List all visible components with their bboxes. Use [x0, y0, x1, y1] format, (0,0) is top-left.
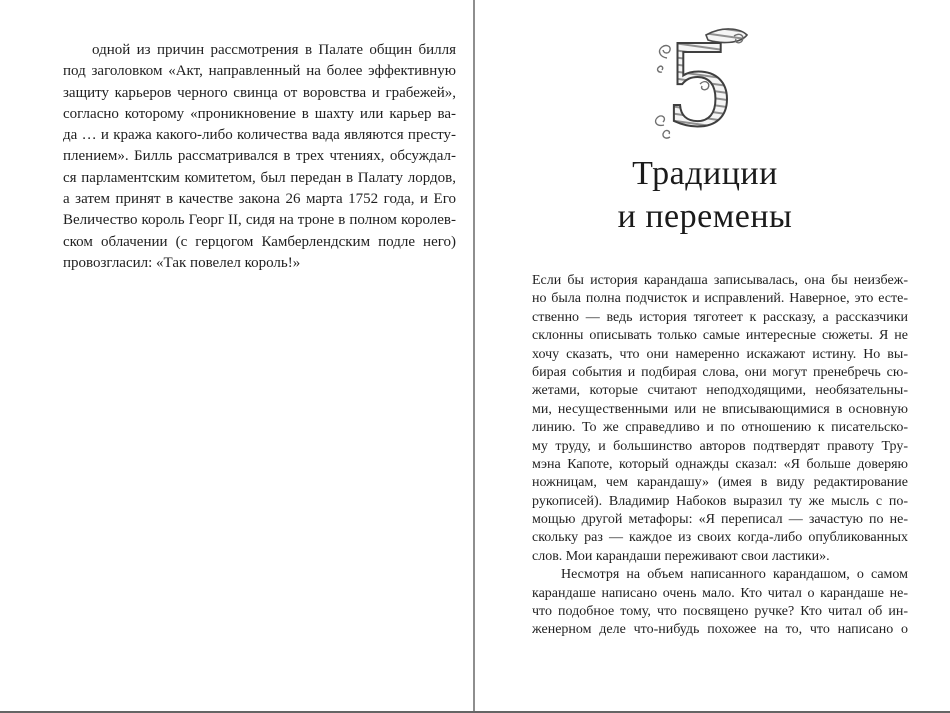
chapter-number-ornament: [650, 22, 754, 148]
text-line: жетами, которые считают неподходящими, необязательны-: [532, 383, 908, 399]
text-line: бирая события и подбирая слова, они могут пренебречь сю-: [532, 364, 908, 380]
paragraph: [63, 40, 456, 274]
chapter-title: [532, 152, 878, 238]
text-line: провозгласил: «Так повелел король!»: [63, 254, 301, 271]
text-line: скольку раз — каждое из своих когда-либо опубликованных: [532, 530, 908, 546]
text-line: карандаше написано очень мало. Кто читал о карандаше не-: [532, 585, 908, 601]
left-page-text: [63, 40, 456, 274]
text-line: да … и кража какого-либо количества вада являются престу-: [63, 127, 456, 144]
text-line: защиту карьеров черного свинца от воровства и грабежей»,: [63, 84, 456, 101]
text-line: одной из причин рассмотрения в Палате общин билля: [92, 42, 456, 58]
sketched-numeral-5-icon: [650, 22, 754, 148]
chapter-title-line-1: Традиции: [632, 155, 778, 192]
text-line: ми, несущественными или не вписывающимися в основную: [532, 401, 908, 417]
text-line: Несмотря на объем написанного карандашом, о самом: [561, 567, 908, 583]
chapter-title-line-2: и перемены: [617, 198, 793, 235]
right-page-text: [532, 272, 908, 640]
right-page: [475, 0, 950, 713]
text-line: ственно — ведь история тяготеет к рассказу, а рассказчики: [532, 309, 908, 325]
text-line: ском облачении (с герцогом Камберлендским подле него): [63, 233, 456, 250]
text-line: хочу сказать, что они намеренно искажают истину. Но вы-: [532, 346, 908, 362]
paragraph: [532, 566, 908, 640]
text-line: что подобное тому, что посвящено ручке? Кто читал об ин-: [532, 604, 908, 620]
text-line: Если бы история карандаша записывалась, она бы неизбеж-: [532, 273, 908, 288]
text-line: мощью другой метафоры: «Я переписал — зачастую по не-: [532, 512, 908, 528]
text-line: ножницам, чем карандашу» (имея в виду редактирование: [532, 475, 908, 491]
left-page: [0, 0, 473, 713]
text-line: под заголовком «Акт, направленный на более эффективную: [63, 63, 456, 80]
text-line: а затем принят в качестве закона 26 марта 1752 года, и Его: [63, 191, 456, 208]
text-line: му труду, и большинство авторов подтвердят правоту Тру-: [532, 438, 908, 454]
text-line: плением». Билль рассматривался в трех чтениях, обсуждал-: [63, 148, 456, 165]
text-line: линию. То же справедливо и по отношению к писательско-: [532, 420, 908, 436]
text-line: ся парламентским комитетом, был передан в Палату лордов,: [63, 169, 456, 186]
paragraph: [532, 272, 908, 566]
text-line: рукописей). Владимир Набоков выразил ту же мысль с по-: [532, 493, 908, 509]
svg-text:5: 5: [664, 22, 736, 148]
text-line: согласно которому «проникновение в шахту или карьер ва-: [63, 105, 456, 122]
text-line: мэна Капоте, который однажды сказал: «Я больше доверяю: [532, 456, 908, 472]
text-line: Величество король Георг II, сидя на троне в полном королев-: [63, 212, 456, 229]
text-line: но была полна подчисток и исправлений. Наверное, это есте-: [532, 291, 908, 307]
text-line: слов. Мои карандаши переживают свои ластики».: [532, 548, 830, 564]
text-line: склонны описывать только самые интересные сюжеты. Я не: [532, 328, 908, 344]
text-line: женерном деле что-нибудь похожее на то, что написано о: [532, 622, 908, 638]
